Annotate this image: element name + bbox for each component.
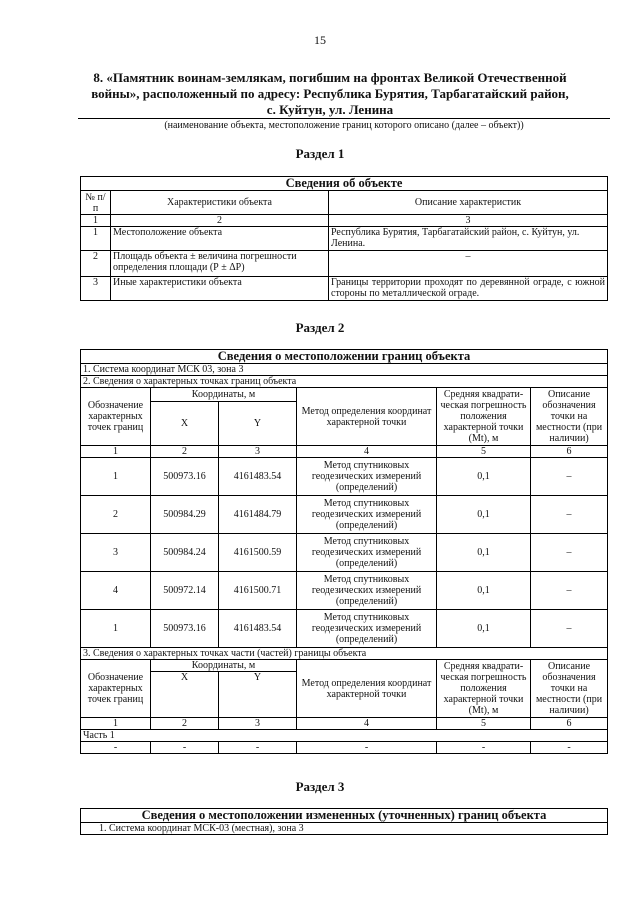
object-info-title: Сведения об объекте	[81, 177, 608, 191]
error-header: Средняя квадрати-ческая погрешность положения характерной точки (Mt), м	[437, 388, 531, 446]
title-note: (наименование объекта, местоположение границ которого описано (далее – объект))	[164, 120, 524, 131]
section-1-heading: Раздел 1	[295, 146, 345, 161]
document-title: 8. «Памятник воинам-землякам, погибшим на фронтах Великой Отечественной войны», расположенный по адресу: Республика Бурятия, Тарбагатайский район, с. Куйтун, ул. Ленина	[91, 70, 569, 117]
empty-cell: -	[219, 742, 297, 754]
point-id: 1	[81, 458, 151, 496]
table-row	[81, 742, 608, 754]
error-value: 0,1	[437, 610, 531, 648]
title-underline	[78, 118, 610, 119]
row-number: 3	[81, 277, 111, 301]
object-info-table	[80, 176, 608, 301]
col-characteristic-header: Характеристики объекта	[111, 191, 329, 215]
characteristic-cell: Иные характеристики объекта	[111, 277, 329, 301]
description-value: –	[531, 496, 608, 534]
x-value: 500972.14	[151, 572, 219, 610]
section-2-heading: Раздел 2	[295, 320, 345, 335]
coordinate-system-row: 1. Система координат МСК-03 (местная), зона 3	[81, 823, 608, 835]
x-value: 500984.29	[151, 496, 219, 534]
table-row	[81, 458, 608, 496]
method-cell: Метод спутниковых геодезических измерений (определений)	[297, 496, 437, 534]
table-row	[81, 277, 608, 301]
description-cell: Границы территории проходят по деревянной ограде, с южной стороны по металлической ограде.	[329, 277, 608, 301]
method-cell: Метод спутниковых геодезических измерений (определений)	[297, 572, 437, 610]
table-row	[81, 534, 608, 572]
characteristic-cell: Площадь объекта ± величина погрешности определения площади (Р ± ΔР)	[111, 251, 329, 277]
index-cell: 2	[151, 446, 219, 458]
index-cell: 2	[111, 215, 329, 227]
x-header: X	[151, 672, 219, 718]
index-cell: 6	[531, 446, 608, 458]
index-cell: 5	[437, 446, 531, 458]
changed-boundaries-table	[80, 808, 608, 835]
description-value: –	[531, 572, 608, 610]
description-value: –	[531, 534, 608, 572]
x-value: 500973.16	[151, 458, 219, 496]
index-cell: 6	[531, 718, 608, 730]
error-value: 0,1	[437, 534, 531, 572]
description-header: Описание обозначения точки на местности (при наличии)	[531, 388, 608, 446]
method-cell: Метод спутниковых геодезических измерений (определений)	[297, 458, 437, 496]
row-number: 2	[81, 251, 111, 277]
col-number-header: № п/п	[81, 191, 111, 215]
x-value: 500984.24	[151, 534, 219, 572]
page-number: 15	[314, 33, 326, 47]
table-row	[81, 496, 608, 534]
index-cell: 1	[81, 215, 111, 227]
coordinates-header: Координаты, м	[151, 388, 297, 402]
part-label: Часть 1	[81, 730, 608, 742]
error-value: 0,1	[437, 496, 531, 534]
row-number: 1	[81, 227, 111, 251]
empty-cell: -	[297, 742, 437, 754]
y-value: 4161500.71	[219, 572, 297, 610]
y-value: 4161483.54	[219, 458, 297, 496]
error-header: Средняя квадрати-ческая погрешность положения характерной точки (Mt), м	[437, 660, 531, 718]
error-value: 0,1	[437, 572, 531, 610]
point-id: 2	[81, 496, 151, 534]
characteristic-cell: Местоположение объекта	[111, 227, 329, 251]
point-designation-header: Обозначение характерных точек границ	[81, 388, 151, 446]
index-cell: 4	[297, 718, 437, 730]
index-cell: 2	[151, 718, 219, 730]
description-header: Описание обозначения точки на местности (при наличии)	[531, 660, 608, 718]
index-cell: 3	[219, 446, 297, 458]
index-cell: 1	[81, 446, 151, 458]
description-value: –	[531, 458, 608, 496]
table-row	[81, 227, 608, 251]
description-value: –	[531, 610, 608, 648]
coordinate-system-row: 1. Система координат МСК 03, зона 3	[81, 364, 608, 376]
changed-boundaries-title: Сведения о местоположении измененных (уточненных) границ объекта	[81, 809, 608, 823]
point-designation-header: Обозначение характерных точек границ	[81, 660, 151, 718]
index-cell: 4	[297, 446, 437, 458]
empty-cell: -	[437, 742, 531, 754]
table-row	[81, 572, 608, 610]
error-value: 0,1	[437, 458, 531, 496]
section-3-heading: Раздел 3	[295, 779, 345, 794]
method-cell: Метод спутниковых геодезических измерений (определений)	[297, 534, 437, 572]
index-cell: 3	[219, 718, 297, 730]
col-description-header: Описание характеристик	[329, 191, 608, 215]
points-subheading: 2. Сведения о характерных точках границ объекта	[81, 376, 608, 388]
empty-cell: -	[151, 742, 219, 754]
y-header: Y	[219, 672, 297, 718]
table-row	[81, 610, 608, 648]
x-header: X	[151, 402, 219, 446]
description-cell: Республика Бурятия, Тарбагатайский район, с. Куйтун, ул. Ленина.	[329, 227, 608, 251]
parts-subheading: 3. Сведения о характерных точках части (частей) границы объекта	[81, 648, 608, 660]
boundary-points-table	[80, 349, 608, 754]
coordinates-header: Координаты, м	[151, 660, 297, 672]
index-cell: 3	[329, 215, 608, 227]
method-header: Метод определения координат характерной точки	[297, 388, 437, 446]
point-id: 4	[81, 572, 151, 610]
method-cell: Метод спутниковых геодезических измерений (определений)	[297, 610, 437, 648]
y-value: 4161500.59	[219, 534, 297, 572]
index-cell: 5	[437, 718, 531, 730]
boundary-table-title: Сведения о местоположении границ объекта	[81, 350, 608, 364]
y-value: 4161483.54	[219, 610, 297, 648]
description-cell: –	[329, 251, 608, 277]
index-cell: 1	[81, 718, 151, 730]
point-id: 1	[81, 610, 151, 648]
empty-cell: -	[81, 742, 151, 754]
method-header: Метод определения координат характерной точки	[297, 660, 437, 718]
y-header: Y	[219, 402, 297, 446]
table-row	[81, 251, 608, 277]
empty-cell: -	[531, 742, 608, 754]
y-value: 4161484.79	[219, 496, 297, 534]
x-value: 500973.16	[151, 610, 219, 648]
point-id: 3	[81, 534, 151, 572]
